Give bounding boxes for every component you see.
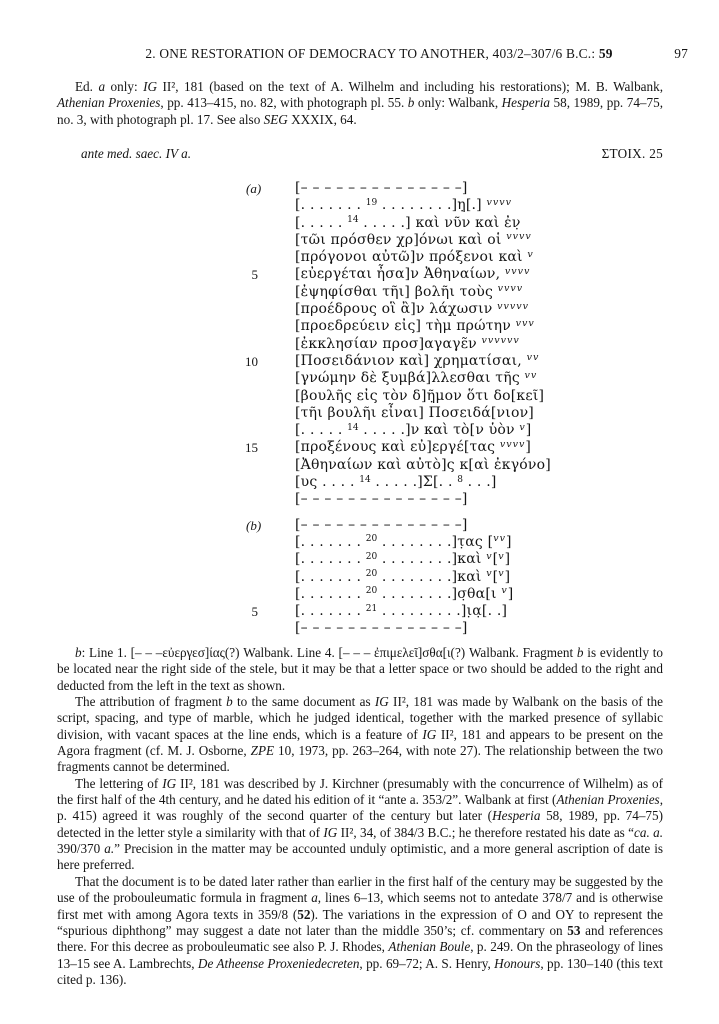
text-segment: , p. 415) agreed it was roughly of the second quarter of the century but later ( bbox=[57, 792, 663, 824]
text-segment: XXXIX, 64. bbox=[287, 111, 357, 127]
greek-text bbox=[295, 439, 719, 457]
vacat-mark: v bbox=[486, 550, 493, 562]
text-segment: [Ἀθηναίων καὶ αὐτὸ]ς κ[αὶ ἐκγόνο] bbox=[295, 456, 551, 473]
text-segment: and references there. For this decree as probouleumatic see also P. J. Rhodes, bbox=[57, 922, 663, 955]
text-segment: IG bbox=[422, 726, 437, 742]
text-segment: [Ποσειδάνιον καὶ] χρηματίσαι, bbox=[295, 352, 527, 369]
text-segment: 59 bbox=[598, 46, 613, 61]
vacat-mark: vvvv bbox=[504, 265, 531, 277]
lacuna-count: 8 bbox=[457, 474, 463, 485]
text-segment: b bbox=[576, 645, 584, 660]
text-segment: [. . . . . bbox=[295, 422, 348, 439]
text-segment: ” Precision in the matter may be accounted unduly optimistic, and a more general ascription of date is here preferred. bbox=[57, 841, 663, 873]
text-segment: . . . . .] καὶ νῦν καὶ ἐν̣ bbox=[358, 214, 521, 231]
greek-text bbox=[295, 249, 719, 267]
text-segment: [– – – – – – – – – – – – – –] bbox=[295, 516, 468, 533]
inscription-line bbox=[0, 215, 719, 232]
text-segment: 2. ONE RESTORATION OF DEMOCRACY TO ANOTHER, 403/2–307/6 B.C.: bbox=[145, 46, 599, 61]
text-segment: ca. a. bbox=[634, 824, 663, 840]
text-segment: The lettering of bbox=[75, 775, 163, 791]
text-segment: a bbox=[311, 890, 318, 906]
text-segment: [προεδρεύειν εἰς] τὴμ πρώτην bbox=[295, 318, 516, 335]
lacuna-count: 20 bbox=[365, 551, 378, 562]
text-segment: [– – – – – – – – – – – – – –] bbox=[295, 180, 468, 196]
inscription-line bbox=[0, 551, 719, 568]
text-segment: II², 181 was described by J. Kirchner (presumably with the concurrence of Wilhelm) as of the first half of the 4th century, and he dated his edition of it “ante a. 353/2”. Walbank at first ( bbox=[57, 775, 663, 808]
lacuna-count: 21 bbox=[365, 603, 378, 614]
text-segment: Hesperia bbox=[492, 808, 541, 824]
vacat-mark: vvvvv bbox=[497, 300, 529, 312]
text-segment: [. . . . . . . bbox=[295, 197, 366, 214]
greek-text bbox=[295, 336, 719, 354]
text-segment: Athenian Boule bbox=[388, 939, 471, 955]
greek-text bbox=[295, 405, 719, 422]
text-segment: a. bbox=[104, 841, 115, 857]
text-segment: II², 34, of 384/3 B.C.; he therefore restated his date as “ bbox=[337, 824, 635, 840]
text-segment: . . . . .]ν καὶ τὸ[ν ὑὸν bbox=[358, 422, 520, 439]
inscription-line bbox=[0, 232, 719, 249]
text-segment: [. . . . . . . bbox=[295, 551, 366, 568]
text-segment: , p. 249. On the phraseology of lines 13–15 see A. Lambrechts, bbox=[57, 939, 664, 971]
text-segment: is evidently to be located near the right side of the stele, but it may be that a letter space or two should be added to the right and deducted from the left in the text as shown. bbox=[57, 645, 663, 693]
text-segment: . . . . .]Σ[. . bbox=[370, 474, 458, 491]
text-segment: II², 181 (based on the text of A. Wilhelm and including his restorations); M. B. Walbank, bbox=[157, 79, 664, 94]
text-segment: [προέδρους οἳ ἂ]ν λάχωσιν bbox=[295, 301, 498, 318]
vacat-mark: vvvv bbox=[499, 438, 526, 450]
text-segment: ). The variations in the expression of O and OΥ to represent the “spurious diphthong” may suggest a date not later than the middle 350’s; cf. commentary on bbox=[57, 906, 663, 938]
text-segment: , pp. 413–415, no. 82, with photograph pl. 55. bbox=[160, 95, 408, 111]
commentary bbox=[57, 645, 663, 988]
vacat-mark: vv bbox=[526, 352, 540, 364]
line-number: 5 bbox=[251, 267, 258, 283]
text-segment: . . . . . . . .]καὶ bbox=[377, 568, 487, 585]
text-segment: Athenian Proxenies bbox=[556, 792, 660, 808]
text-segment: [πρόγονοι αὐτῶ]ν πρόξενοι καὶ bbox=[295, 249, 528, 266]
fragment-label: (b) bbox=[246, 517, 262, 533]
text-segment: . . . . . . . .]σ̣θα[ι bbox=[377, 585, 502, 602]
inscription-line bbox=[0, 457, 719, 474]
inscription-line bbox=[0, 586, 719, 603]
text-segment: . . . . . . . . .]ι̣α̣[. .] bbox=[377, 603, 508, 620]
vacat-mark: v bbox=[527, 248, 534, 260]
lacuna-count: 19 bbox=[365, 197, 378, 208]
text-segment: . . .] bbox=[462, 474, 497, 491]
commentary-paragraph-2 bbox=[57, 694, 663, 776]
lacuna-count: 20 bbox=[365, 586, 378, 597]
text-segment: [. . . . . . . bbox=[295, 603, 366, 620]
inscription-line bbox=[0, 353, 719, 370]
greek-text bbox=[295, 232, 719, 250]
inscription-line bbox=[0, 474, 719, 491]
text-segment: [. . . . . . . bbox=[295, 533, 366, 550]
text-segment: 53 bbox=[567, 922, 581, 938]
date-line bbox=[57, 146, 663, 162]
text-segment: b bbox=[407, 95, 415, 111]
inscription bbox=[0, 180, 719, 638]
inscription-line bbox=[0, 620, 719, 637]
text-segment: [. . . . . . . bbox=[295, 568, 366, 585]
text-segment: Honours bbox=[494, 955, 541, 971]
stoichedon-label: ΣΤΟΙΧ. 25 bbox=[601, 146, 663, 161]
greek-text bbox=[295, 457, 719, 474]
text-segment: , pp. 69–72; A. S. Henry, bbox=[359, 955, 495, 971]
text-segment: 58, 1989, pp. 74–75, no. 3, with photograph pl. 17. See also bbox=[57, 95, 663, 127]
vacat-mark: v bbox=[519, 421, 526, 433]
page-number: 97 bbox=[674, 46, 688, 61]
running-header bbox=[57, 46, 701, 62]
line-number: 15 bbox=[245, 440, 258, 456]
inscription-line bbox=[0, 569, 719, 586]
inscription-line bbox=[0, 318, 719, 335]
greek-text bbox=[295, 301, 719, 319]
inscription-line bbox=[0, 197, 719, 214]
text-segment: De Atheense Proxeniedecreten bbox=[197, 955, 360, 971]
text-segment: [γνώμην δὲ ξυμβά]λλεσθαι τῆς bbox=[295, 370, 525, 387]
text-segment: That the document is to be dated later rather than earlier in the first half of the century may be suggested by the use of the probouleumatic formula in fragment bbox=[57, 873, 663, 906]
text-segment: 390/370 bbox=[57, 841, 105, 857]
text-segment: 58, 1989, pp. 74–75) detected in the letter style a similarity with that of bbox=[57, 808, 663, 840]
greek-text bbox=[295, 353, 719, 371]
inscription-line bbox=[0, 491, 719, 508]
inscription-line bbox=[0, 388, 719, 405]
text-segment: II², 181 was made by Walbank on the basis of the script, spacing, and type of marble, which he judged identical, together with the marked presence of syllabic division, with vacant spaces at the line ends, which is a feature of bbox=[57, 694, 663, 742]
vacat-mark: v bbox=[498, 550, 505, 562]
text-segment: . . . . . . . .]η̣[.] bbox=[377, 197, 487, 214]
text-segment: ] bbox=[525, 422, 532, 439]
text-segment: . . . . . . . .]καὶ bbox=[377, 551, 487, 568]
greek-text bbox=[295, 370, 719, 388]
text-segment: . . . . . . . .]τ̣ας [ bbox=[377, 533, 494, 550]
vacat-mark: vvv bbox=[515, 317, 535, 329]
greek-text bbox=[295, 620, 719, 637]
text-segment: a bbox=[98, 79, 106, 94]
inscription-line bbox=[0, 405, 719, 422]
text-segment: [εὐεργέται ἦσα]ν Ἀθηναίων, bbox=[295, 266, 505, 283]
text-segment: [. . . . . . . bbox=[295, 585, 366, 602]
text-segment: to the same document as bbox=[232, 694, 375, 710]
text-segment: : Line 1. [– – –εὐεργεσ]ίας(?) Walbank. Line 4. [– – – ἐπιμελεῖ]σθα[ι(?) Walbank. Fragment bbox=[81, 645, 577, 660]
text-segment: [. . . . . bbox=[295, 214, 348, 231]
text-segment: [ἐκκλησίαν προσ]αγαγε̃ν bbox=[295, 335, 482, 352]
text-segment: [υς . . . . bbox=[295, 474, 360, 491]
lacuna-count: 14 bbox=[347, 422, 359, 433]
text-segment: only: Walbank, bbox=[414, 95, 502, 111]
lacuna-count: 14 bbox=[359, 474, 371, 485]
line-number: 5 bbox=[251, 604, 258, 620]
greek-text bbox=[295, 318, 719, 336]
text-segment: [– – – – – – – – – – – – – –] bbox=[295, 620, 468, 637]
text-segment: II², 181 and appears to be present on the Agora fragment (cf. M. J. Osborne, bbox=[57, 726, 663, 759]
text-segment: IG bbox=[323, 824, 338, 840]
text-segment: ] bbox=[504, 568, 511, 585]
inscription-line bbox=[0, 603, 719, 620]
commentary-paragraph-3 bbox=[57, 776, 663, 874]
greek-text bbox=[295, 517, 719, 534]
text-segment: [τῶι πρόσθεν χρ]όνωι καὶ οἱ bbox=[295, 231, 507, 248]
inscription-line bbox=[0, 517, 719, 534]
inscription-line bbox=[0, 439, 719, 456]
text-segment: [– – – – – – – – – – – – – –] bbox=[295, 491, 468, 508]
inscription-line bbox=[0, 249, 719, 266]
text-segment: SEG bbox=[263, 111, 288, 127]
text-segment: 52 bbox=[297, 906, 311, 922]
vacat-mark: vv bbox=[524, 369, 538, 381]
text-segment: b bbox=[226, 694, 233, 710]
lacuna-count: 14 bbox=[347, 215, 359, 226]
text-segment: [ bbox=[492, 551, 499, 568]
vacat-mark: v bbox=[501, 585, 508, 597]
text-segment: Ed. bbox=[75, 79, 99, 94]
bibliography-paragraph bbox=[57, 79, 663, 128]
lacuna-count: 20 bbox=[365, 534, 378, 545]
inscription-line bbox=[0, 180, 719, 197]
greek-text bbox=[295, 491, 719, 508]
text-segment: , pp. 130–140 (this text cited p. 136). bbox=[57, 955, 663, 987]
vacat-mark: vv bbox=[493, 533, 506, 545]
text-segment: b bbox=[75, 645, 82, 660]
text-segment: [βουλῆς εἰς τὸν δ]ῆ̣μον ὅτι δο[κεῖ] bbox=[295, 387, 545, 404]
vacat-mark: v bbox=[486, 568, 493, 580]
commentary-paragraph-1 bbox=[57, 645, 663, 694]
inscription-line bbox=[0, 336, 719, 353]
inscription-line bbox=[0, 266, 719, 283]
greek-text bbox=[295, 180, 719, 197]
text-segment: [ bbox=[492, 568, 499, 585]
vacat-mark: vvvv bbox=[506, 231, 532, 243]
text-segment: 10, 1973, pp. 263–264, with note 27). The relationship between the two fragments cannot be determined. bbox=[57, 743, 663, 775]
inscription-line bbox=[0, 370, 719, 387]
text-segment: IG bbox=[162, 775, 177, 791]
vacat-mark: v bbox=[498, 568, 505, 580]
date-label: ante med. saec. IV a. bbox=[81, 146, 191, 161]
text-segment: ] bbox=[504, 551, 511, 568]
text-segment: ZPE bbox=[250, 743, 275, 759]
vacat-mark: vvvvvv bbox=[481, 335, 520, 347]
text-segment: ] bbox=[507, 585, 514, 602]
text-segment: ] bbox=[505, 533, 512, 550]
text-segment: [ἐψηφίσθαι τῆι] βολῆι τοὺς bbox=[295, 283, 498, 300]
vacat-mark: vvvv bbox=[486, 196, 512, 208]
inscription-line bbox=[0, 301, 719, 318]
lacuna-count: 20 bbox=[365, 569, 378, 580]
fragment-a bbox=[0, 180, 719, 509]
text-segment: ] bbox=[525, 439, 531, 456]
line-number: 10 bbox=[245, 353, 258, 369]
inscription-line bbox=[0, 284, 719, 301]
text-segment: Athenian Proxenies bbox=[57, 95, 161, 111]
text-segment: Hesperia bbox=[501, 95, 551, 111]
text-segment: The attribution of fragment bbox=[75, 694, 227, 710]
inscription-line bbox=[0, 534, 719, 551]
text-segment: [προξένους καὶ εὐ]εργέ[τας bbox=[295, 439, 500, 456]
text-segment: IG bbox=[374, 694, 389, 710]
vacat-mark: vvvv bbox=[497, 283, 524, 295]
fragment-label: (a) bbox=[246, 181, 262, 196]
text-segment: [τῆι βουλῆι εἶναι] Ποσειδά[νιον] bbox=[295, 404, 534, 421]
commentary-paragraph-4 bbox=[57, 874, 663, 988]
text-segment: IG bbox=[143, 79, 158, 94]
greek-text bbox=[295, 388, 719, 405]
text-segment: only: bbox=[105, 79, 144, 94]
text-segment: , lines 6–13, which seems not to antedate 378/7 and is otherwise first met with among Agora texts in 359/8 ( bbox=[57, 890, 663, 922]
inscription-line bbox=[0, 422, 719, 439]
greek-text bbox=[295, 284, 719, 302]
page-title bbox=[145, 46, 612, 61]
fragment-b bbox=[0, 517, 719, 638]
